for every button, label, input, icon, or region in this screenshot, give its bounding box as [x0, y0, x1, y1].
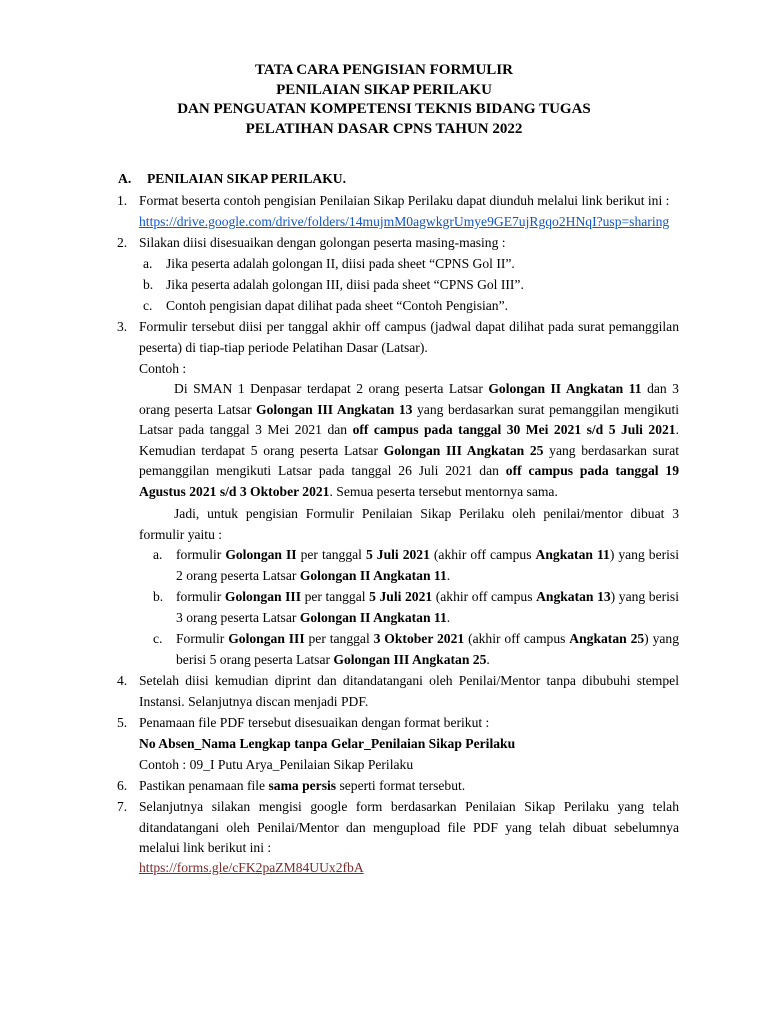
item-2b-label: b.: [143, 277, 154, 292]
item-2-text: Silakan diisi disesuaikan dengan golongan peserta masing-masing :: [139, 235, 506, 250]
title-line-2: PENILAIAN SIKAP PERILAKU: [276, 81, 492, 98]
item-3a-label: a.: [153, 547, 163, 562]
section-title: PENILAIAN SIKAP PERILAKU.: [147, 171, 347, 186]
item-1-number: 1.: [117, 193, 128, 208]
item-3b-label: b.: [153, 589, 164, 604]
item-4-number: 4.: [117, 673, 128, 688]
item-3-number: 3.: [117, 319, 128, 334]
filename-format: No Absen_Nama Lengkap tanpa Gelar_Penilaian Sikap Perilaku: [139, 736, 516, 751]
item-2c-text: Contoh pengisian dapat dilihat pada sheet “Contoh Pengisian”.: [166, 298, 509, 313]
drive-link[interactable]: https://drive.google.com/drive/folders/14mujmM0agwkgrUmye9GE7ujRgqo2HNqI?usp=sharing: [139, 214, 670, 229]
item-2a-text: Jika peserta adalah golongan II, diisi pada sheet “CPNS Gol II”.: [166, 256, 515, 271]
item-3c-text: Formulir Golongan III per tanggal 3 Oktober 2021 (akhir off campus Angkatan 25) yang berisi 5 orang peserta Latsar Golongan III Angkatan 25.: [176, 631, 679, 667]
section-heading: [118, 169, 346, 190]
item-3-text: Formulir tersebut diisi per tanggal akhir off campus (jadwal dapat dilihat pada surat pemanggilan peserta) di tiap-tiap periode Pelatihan Dasar (Latsar).: [139, 319, 679, 355]
item-2a-label: a.: [143, 256, 153, 271]
item-6-text: Pastikan penamaan file sama persis seperti format tersebut.: [139, 778, 466, 793]
item-3b-text: formulir Golongan III per tanggal 5 Juli 2021 (akhir off campus Angkatan 13) yang berisi 3 orang peserta Latsar Golongan II Angkatan 11.: [176, 589, 679, 625]
item-4-text: Setelah diisi kemudian diprint dan ditandatangani oleh Penilai/Mentor tanpa dibubuhi stempel Instansi. Selanjutnya discan menjadi PDF.: [139, 673, 679, 709]
filename-example: Contoh : 09_I Putu Arya_Penilaian Sikap Perilaku: [139, 757, 414, 772]
example-paragraph-1: Di SMAN 1 Denpasar terdapat 2 orang peserta Latsar Golongan II Angkatan 11 dan 3 orang peserta Latsar Golongan III Angkatan 13 yang berdasarkan surat pemanggilan mengikuti Latsar pada tanggal 3 Mei 2021 dan off campus pada tanggal 30 Mei 2021 s/d 5 Juli 2021. Kemudian terdapat 5 orang peserta Latsar Golongan III Angkatan 25 yang berdasarkan surat pemanggilan mengikuti Latsar pada tanggal 26 Juli 2021 dan off campus pada tanggal 19 Agustus 2021 s/d 3 Oktober 2021. Semua peserta tersebut mentornya sama.: [139, 381, 680, 499]
title-line-1: TATA CARA PENGISIAN FORMULIR: [255, 62, 513, 78]
item-5-text: Penamaan file PDF tersebut disesuaikan dengan format berikut :: [139, 715, 490, 730]
item-3a-text: formulir Golongan II per tanggal 5 Juli 2021 (akhir off campus Angkatan 11) yang berisi 2 orang peserta Latsar Golongan II Angkatan 11.: [176, 547, 679, 583]
item-3c-label: c.: [153, 631, 163, 646]
example-paragraph-2: Jadi, untuk pengisian Formulir Penilaian Sikap Perilaku oleh penilai/mentor dibuat 3 formulir yaitu :: [139, 506, 679, 542]
title-line-4: PELATIHAN DASAR CPNS TAHUN 2022: [245, 121, 523, 138]
item-6-number: 6.: [117, 778, 128, 793]
item-7-text: Selanjutnya silakan mengisi google form berdasarkan Penilaian Sikap Perilaku yang telah ditandatangani oleh Penilai/Mentor dan mengupload file PDF yang telah dibuat sebelumnya melalui link berikut ini :: [139, 799, 679, 856]
title-line-3: DAN PENGUATAN KOMPETENSI TEKNIS BIDANG TUGAS: [177, 101, 591, 118]
item-5-number: 5.: [117, 715, 128, 730]
item-3-contoh-label: Contoh :: [139, 361, 187, 376]
google-form-link[interactable]: https://forms.gle/cFK2paZM84UUx2fbA: [139, 860, 364, 875]
item-2b-text: Jika peserta adalah golongan III, diisi pada sheet “CPNS Gol III”.: [166, 277, 524, 292]
section-letter: A.: [118, 171, 132, 186]
item-7-number: 7.: [117, 799, 128, 814]
document-title: [0, 61, 768, 140]
item-2-number: 2.: [117, 235, 128, 250]
item-1-text: Format beserta contoh pengisian Penilaian Sikap Perilaku dapat diunduh melalui link berikut ini :: [139, 193, 670, 208]
item-2c-label: c.: [143, 298, 153, 313]
